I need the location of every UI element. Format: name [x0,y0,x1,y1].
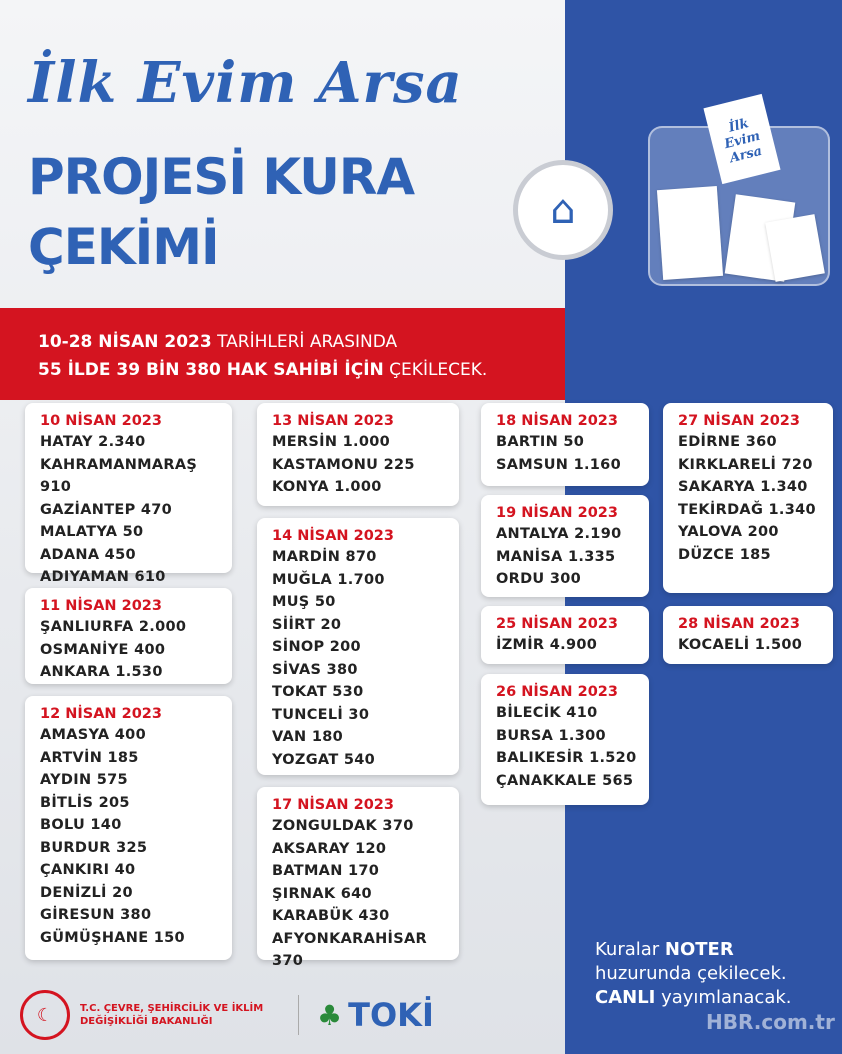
province-item: DENİZLİ 20 [40,884,133,901]
schedule-card [25,403,232,585]
card-date: 25 NİSAN 2023 [496,616,618,632]
province-item: KOCAELİ 1.500 [678,637,803,653]
summary-band [0,308,565,400]
province-item: MANİSA 1.335 [496,548,616,565]
schedule-card [481,495,649,597]
schedule-card [257,518,459,775]
province-item: ARTVİN 185 [40,749,139,766]
province-item: KARABÜK 430 [272,908,390,924]
province-item: MUŞ 50 [272,594,336,610]
toki-logo [317,996,434,1034]
footer-logos [20,990,434,1040]
province-item: ADIYAMAN 610 [40,569,166,585]
province-item: AYDIN 575 [40,772,128,788]
band-dates: 10-28 NİSAN 2023 [38,332,212,352]
province-item: SAMSUN 1.160 [496,456,621,473]
province-item: MERSİN 1.000 [272,434,390,450]
province-item: GAZİANTEP 470 [40,501,173,518]
province-item: KONYA 1.000 [272,479,382,495]
province-item: KIRKLARELİ 720 [678,456,813,473]
province-item: BİLECİK 410 [496,705,598,721]
divider [298,995,299,1035]
title-line-3: ÇEKİMİ [28,218,219,276]
card-date: 19 NİSAN 2023 [496,505,618,521]
schedule-card [663,403,833,593]
province-item: GÜMÜŞHANE 150 [40,929,185,946]
province-item: AMASYA 400 [40,727,146,743]
tree-icon: ♣ [317,998,343,1032]
province-item: AFYONKARAHİSAR 370 [272,930,427,969]
province-item: BURSA 1.300 [496,727,606,744]
province-item: ŞIRNAK 640 [272,885,372,902]
title-line-1: İlk Evim Arsa [28,50,463,116]
province-item: BURDUR 325 [40,839,148,856]
toki-text: TOKİ [348,996,434,1034]
schedule-card [481,674,649,805]
card-date: 17 NİSAN 2023 [272,797,394,813]
schedule-card [257,787,459,969]
province-item: TOKAT 530 [272,684,364,700]
province-item: AKSARAY 120 [272,840,387,857]
note-noter: NOTER [664,939,734,960]
province-item: BİTLİS 205 [40,794,130,811]
province-item: ADANA 450 [40,546,136,563]
schedule-card [257,403,459,506]
province-item: DÜZCE 185 [678,546,771,563]
province-item: ZONGULDAK 370 [272,818,414,834]
province-item: BOLU 140 [40,817,122,833]
card-date: 13 NİSAN 2023 [272,413,394,429]
title-line-2: PROJESİ KURA [28,148,415,206]
province-item: BARTIN 50 [496,434,585,450]
card-date: 10 NİSAN 2023 [40,413,162,429]
house-hand-icon: ⌂ [513,160,613,260]
note-canli: CANLI [595,987,656,1008]
province-item: YALOVA 200 [678,524,779,540]
province-item: BALIKESİR 1.520 [496,750,637,766]
ministry-name: T.C. ÇEVRE, ŞEHİRCİLİK VE İKLİM DEĞİŞİKLİĞİ BAKANLIĞI [80,1003,264,1027]
card-date: 14 NİSAN 2023 [272,528,394,544]
notary-note [595,938,792,1010]
band-text-2: ÇEKİLECEK. [383,360,488,380]
province-item: YOZGAT 540 [272,751,376,768]
province-item: ŞANLIURFA 2.000 [40,619,187,635]
province-item: BATMAN 170 [272,863,380,879]
province-item: İZMİR 4.900 [496,637,598,653]
province-item: SİNOP 200 [272,639,361,655]
province-item: OSMANİYE 400 [40,641,166,658]
province-item: VAN 180 [272,729,344,745]
province-item: MUĞLA 1.700 [272,571,385,588]
note-text: Kuralar [595,939,665,960]
province-item: ORDU 300 [496,571,582,587]
schedule-card [25,696,232,960]
card-date: 11 NİSAN 2023 [40,598,162,614]
province-item: HATAY 2.340 [40,434,146,450]
card-date: 18 NİSAN 2023 [496,413,618,429]
province-item: ANTALYA 2.190 [496,526,622,542]
province-item: MALATYA 50 [40,524,144,540]
province-item: KASTAMONU 225 [272,456,415,473]
schedule-card [481,403,649,486]
province-item: SİİRT 20 [272,616,342,633]
province-item: SİVAS 380 [272,661,358,678]
schedule-card [25,588,232,684]
watermark: HBR.com.tr [706,1010,835,1034]
schedule-card [663,606,833,664]
card-date: 12 NİSAN 2023 [40,706,162,722]
ministry-seal-icon: ☾ [20,990,70,1040]
card-date: 26 NİSAN 2023 [496,684,618,700]
ballot-card: İlk Evim Arsa [703,94,780,184]
card-date: 27 NİSAN 2023 [678,413,800,429]
province-item: ÇANKIRI 40 [40,862,136,878]
band-text-1: TARİHLERİ ARASINDA [211,332,398,352]
schedule-card [481,606,649,664]
province-item: ÇANAKKALE 565 [496,772,634,789]
province-item: KAHRAMANMARAŞ 910 [40,456,198,495]
province-item: TUNCELİ 30 [272,706,370,723]
province-item: MARDİN 870 [272,549,377,565]
band-count: 55 İLDE 39 BİN 380 HAK SAHİBİ İÇİN [38,360,384,380]
note-text-2: huzurunda çekilecek. [595,963,787,984]
province-item: SAKARYA 1.340 [678,479,808,495]
province-item: ANKARA 1.530 [40,664,163,680]
note-text-3: yayımlanacak. [655,987,792,1008]
province-item: GİRESUN 380 [40,907,152,923]
province-item: EDİRNE 360 [678,434,777,450]
card-date: 28 NİSAN 2023 [678,616,800,632]
province-item: TEKİRDAĞ 1.340 [678,501,816,518]
